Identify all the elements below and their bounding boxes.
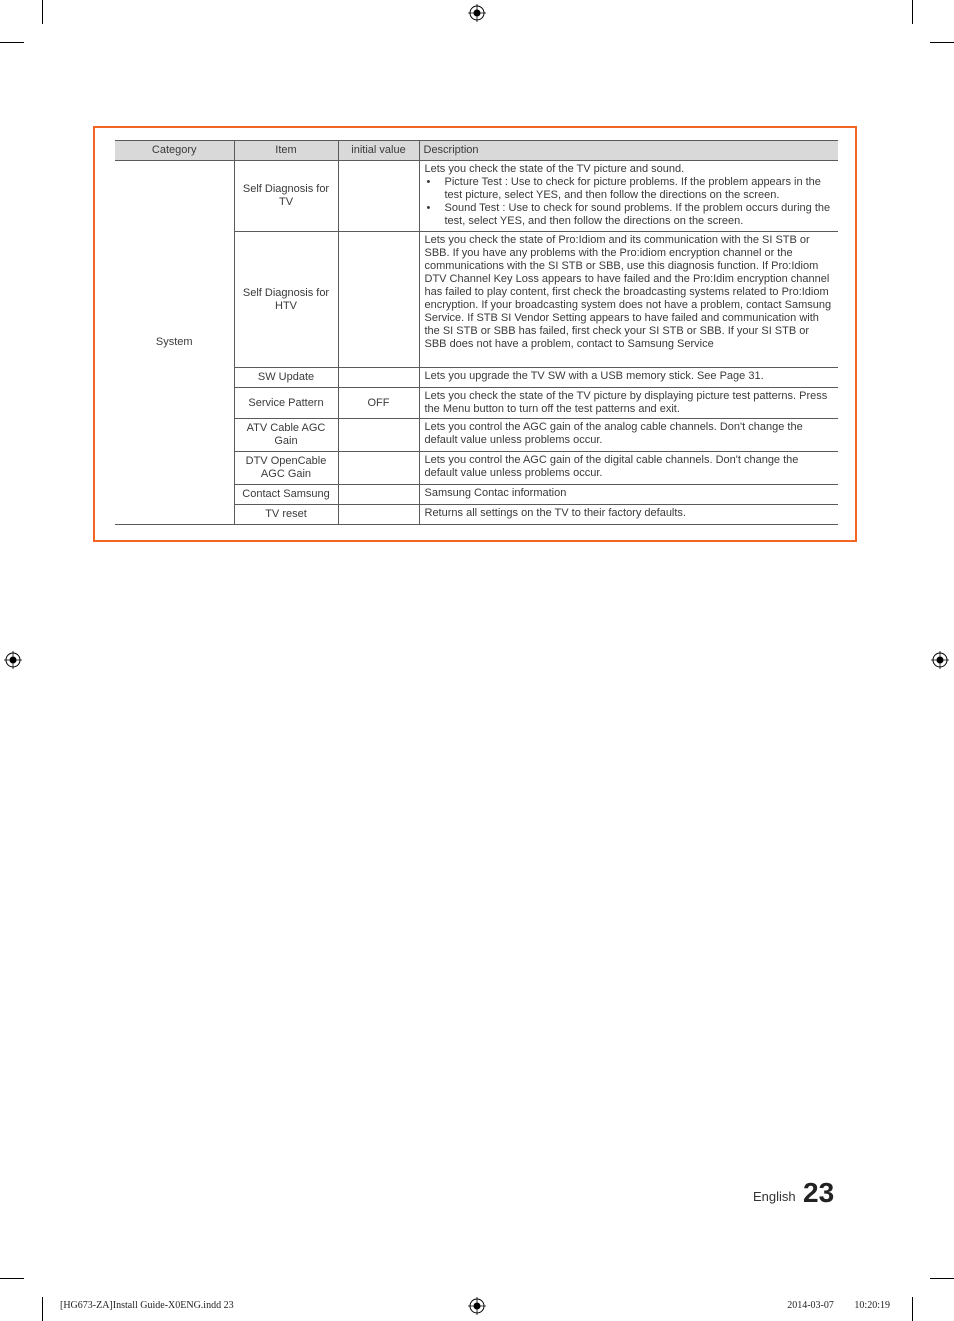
item-cell: SW Update [234,368,338,388]
slug-timestamp: 2014-03-07 ￿￿ 10:20:19 [787,1300,890,1311]
description-cell: Lets you control the AGC gain of the digital cable channels. Don't change the default value unless problems occur. [419,452,838,485]
value-cell [338,419,419,452]
bullet-item: • Sound Test : Use to check for sound problems. If the problem occurs during the test, select YES, and then follow the directions on the screen. [425,202,834,228]
description-cell: Lets you control the AGC gain of the analog cable channels. Don't change the default value unless problems occur. [419,419,838,452]
description-cell: Lets you upgrade the TV SW with a USB memory stick. See Page 31. [419,368,838,388]
crop-mark [912,0,913,24]
item-cell: Service Pattern [234,388,338,419]
registration-mark-icon [468,1297,486,1315]
crop-mark [0,42,24,43]
item-cell: Contact Samsung [234,485,338,505]
description-cell: Returns all settings on the TV to their factory defaults. [419,505,838,525]
table-row [115,161,838,232]
crop-mark [42,1297,43,1321]
crop-mark [0,1278,24,1279]
item-cell: DTV OpenCable AGC Gain [234,452,338,485]
description-cell: Lets you check the state of Pro:Idiom and its communication with the SI STB or SBB. If you have any problems with the Pro:idiom encryption channel or the communications with the SI STB or SBB, use this diagnosis function. If Pro:Idiom DTV Channel Key Loss appears to have failed and the Pro:Idim encryption channel has failed to play content, first check the broadcasting systems related to Pro:Idiom encryption. If your broadcasting system does not have a problem, contact Samsung Service. If STB SI Vendor Setting appears to have failed and communication with the SI STB or SBB has failed, first check your SI STB or SBB. If your SI STB or SBB does not have a problem, contact to Samsung Service [419,232,838,368]
value-cell [338,161,419,232]
value-cell [338,505,419,525]
header-item: Item [234,141,338,161]
registration-mark-icon [468,4,486,22]
registration-mark-icon [931,651,949,669]
item-cell: Self Diagnosis for TV [234,161,338,232]
value-cell [338,232,419,368]
item-cell: TV reset [234,505,338,525]
description-cell: Lets you check the state of the TV picture by displaying picture test patterns. Press the Menu button to turn off the test patterns and exit. [419,388,838,419]
value-cell [338,452,419,485]
table-header-row [115,141,838,161]
item-cell: ATV Cable AGC Gain [234,419,338,452]
header-category: Category [115,141,234,161]
item-cell: Self Diagnosis for HTV [234,232,338,368]
header-description: Description [419,141,838,161]
settings-table [115,140,838,525]
page-number: 23 [803,1177,835,1208]
value-cell: OFF [338,388,419,419]
description-cell [419,161,838,232]
crop-mark [930,1278,954,1279]
registration-mark-icon [4,651,22,669]
bullet-item: • Picture Test : Use to check for picture problems. If the problem appears in the test picture, select YES, and then follow the directions on the screen. [425,176,834,202]
crop-mark [930,42,954,43]
description-cell: Samsung Contac information [419,485,838,505]
description-bullets [425,176,834,228]
page-language: English [753,1189,796,1204]
description-intro: Lets you check the state of the TV picture and sound. [424,163,685,175]
header-initial-value: initial value [338,141,419,161]
slug-filename: [HG673-ZA]Install Guide-X0ENG.indd 23 [60,1300,234,1311]
value-cell [338,368,419,388]
value-cell [338,485,419,505]
category-cell: System [115,161,234,525]
crop-mark [42,0,43,24]
crop-mark [912,1297,913,1321]
